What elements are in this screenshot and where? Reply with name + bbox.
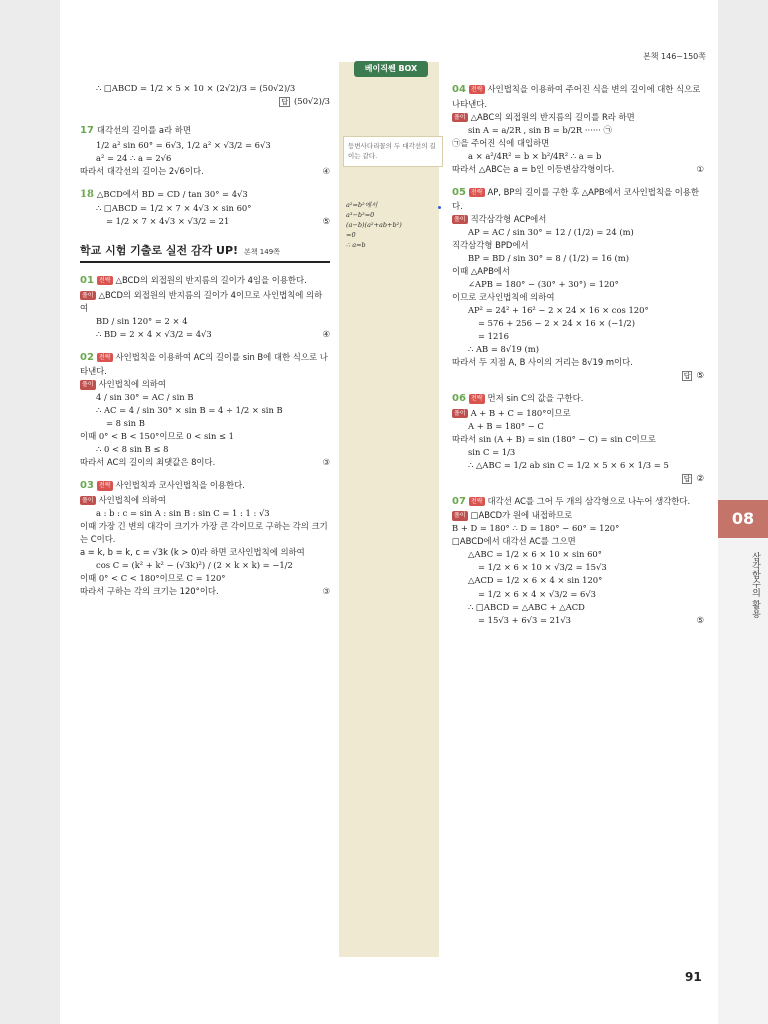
solution-line bbox=[452, 509, 704, 522]
strategy-chip: 전략 bbox=[98, 277, 111, 285]
solution-line bbox=[452, 304, 704, 317]
line-text: 이므로 코사인법칙에 의하여 bbox=[452, 292, 555, 303]
line-text: ∴ AC = 4 / sin 30° × sin B = 4 ÷ 1/2 × sin B bbox=[96, 405, 283, 416]
answer-choice: ③ bbox=[322, 585, 330, 596]
problem-number: 03 bbox=[80, 480, 94, 492]
solution-line bbox=[80, 572, 330, 585]
sidebar-note: 등변사다리꼴의 두 대각선의 길이는 같다. bbox=[343, 136, 443, 167]
problem-05 bbox=[452, 185, 704, 214]
sidebar-math-line: ∴ a=b bbox=[346, 241, 366, 250]
line-text: BP = BD / sin 30° = 8 / (1/2) = 16 (m) bbox=[468, 253, 629, 264]
problem-number: 04 bbox=[452, 84, 466, 95]
solution-line bbox=[80, 152, 330, 165]
solution-line bbox=[452, 433, 704, 446]
line-text: 1/2 a² sin 60° = 6√3, 1/2 a² × √3/2 = 6√3 bbox=[96, 139, 271, 150]
answer-value: ② bbox=[696, 472, 704, 483]
line-text: □ABCD에서 대각선 AC를 그으면 bbox=[452, 536, 576, 547]
solution-line bbox=[80, 469, 330, 478]
line-text: 사인법칙을 이용하여 주어진 식을 변의 길이에 대한 식으로 나타낸다. bbox=[452, 84, 701, 109]
solution-line bbox=[80, 546, 330, 559]
solution-line bbox=[452, 535, 704, 548]
solution-line bbox=[452, 472, 704, 485]
line-text: AP² = 24² + 16² − 2 × 24 × 16 × cos 120° bbox=[468, 305, 649, 316]
solution-chip: 풀이 bbox=[82, 381, 94, 389]
solution-line bbox=[80, 202, 330, 215]
line-text: ∴ AB = 8√19 (m) bbox=[468, 344, 539, 355]
line-text: 4 / sin 30° = AC / sin B bbox=[96, 392, 194, 403]
answer-value: ⑤ bbox=[696, 370, 704, 381]
line-text: 이때 0° < B < 150°이므로 0 < sin ≤ 1 bbox=[80, 431, 235, 442]
line-text: ∴ □ABCD = 1/2 × 7 × 4√3 × sin 60° bbox=[96, 203, 252, 214]
line-text: = 1/2 × 6 × 4 × √3/2 = 6√3 bbox=[478, 588, 596, 599]
problem-17 bbox=[80, 123, 330, 139]
strategy-chip: 전략 bbox=[470, 86, 483, 93]
line-text: a = k, b = k, c = √3k (k > 0)라 하면 코사인법칙에 의하여 bbox=[80, 546, 305, 557]
line-text: 직각삼각형 BPD에서 bbox=[452, 240, 529, 251]
solution-line bbox=[80, 494, 330, 507]
left-solutions-top bbox=[80, 82, 330, 228]
solution-line bbox=[80, 289, 330, 315]
solution-line bbox=[80, 82, 330, 95]
solution-line bbox=[80, 417, 330, 430]
line-text: 따라서 AC의 길이의 최댓값은 8이다. bbox=[80, 457, 216, 468]
solution-line bbox=[452, 420, 704, 433]
line-text: = 1/2 × 7 × 4√3 × √3/2 = 21 bbox=[106, 216, 230, 227]
strategy-chip: 전략 bbox=[470, 188, 483, 196]
solution-line bbox=[452, 111, 704, 124]
solution-line bbox=[80, 585, 330, 598]
chapter-tab-number: 08 bbox=[718, 500, 768, 538]
solution-line bbox=[80, 507, 330, 520]
line-text: a² = 24 ∴ a = 2√6 bbox=[96, 152, 172, 163]
line-text: △ABC의 외접원의 반지름의 길이를 R라 하면 bbox=[470, 111, 635, 122]
answer-mark: 답 bbox=[683, 474, 691, 483]
solution-line bbox=[80, 315, 330, 328]
answer-choice: ④ bbox=[322, 165, 330, 176]
solution-line bbox=[452, 226, 704, 239]
solution-line bbox=[80, 215, 330, 228]
line-text: sin C = 1/3 bbox=[468, 446, 516, 457]
page-number: 91 bbox=[685, 970, 702, 984]
solution-line bbox=[452, 330, 704, 343]
section-heading bbox=[80, 242, 330, 263]
solution-line bbox=[452, 382, 704, 391]
solution-chip: 풀이 bbox=[454, 216, 466, 224]
left-column bbox=[80, 82, 330, 598]
right-solutions bbox=[452, 82, 704, 627]
solution-line bbox=[452, 485, 704, 494]
solution-line bbox=[80, 520, 330, 546]
solution-line bbox=[80, 443, 330, 456]
sidebar-math bbox=[346, 200, 434, 250]
line-text: △ABC = 1/2 × 6 × 10 × sin 60° bbox=[468, 549, 602, 560]
sidebar-math-line: a²=b²에서 bbox=[346, 201, 378, 209]
solution-line bbox=[452, 291, 704, 304]
answer-choice: ① bbox=[696, 163, 704, 174]
solution-line bbox=[452, 163, 704, 176]
right-column bbox=[452, 82, 704, 627]
solution-line bbox=[452, 317, 704, 330]
problem-04 bbox=[452, 82, 704, 111]
line-text: 이때 0° < C < 180°이므로 C = 120° bbox=[80, 572, 226, 583]
problem-number: 01 bbox=[80, 275, 94, 287]
line-text: A + B + C = 180°이므로 bbox=[470, 407, 571, 418]
strategy-chip: 전략 bbox=[470, 497, 483, 505]
line-text: 사인법칙에 의하여 bbox=[98, 494, 166, 505]
solution-line bbox=[452, 213, 704, 226]
solution-line bbox=[452, 265, 704, 278]
solution-line bbox=[80, 178, 330, 187]
line-text: BD / sin 120° = 2 × 4 bbox=[96, 315, 188, 326]
problem-02 bbox=[80, 350, 330, 379]
answer-value: (50√2)/3 bbox=[293, 96, 330, 107]
line-text: △BCD의 외접원의 반지름의 길이가 4이므로 사인법칙에 의하여 bbox=[80, 289, 323, 313]
line-text: 직각삼각형 ACP에서 bbox=[470, 214, 547, 225]
line-text: ㉠을 주어진 식에 대입하면 bbox=[452, 137, 550, 148]
solution-line bbox=[80, 108, 330, 123]
solution-line bbox=[452, 239, 704, 252]
solution-line bbox=[452, 459, 704, 472]
solution-line bbox=[80, 341, 330, 350]
chapter-tab-label: 삼각함수의 활용 bbox=[750, 552, 760, 618]
solution-line bbox=[452, 252, 704, 265]
line-text: 따라서 대각선의 길이는 2√6이다. bbox=[80, 165, 204, 176]
solution-line bbox=[452, 278, 704, 291]
line-text: A + B = 180° − C bbox=[468, 420, 544, 431]
line-text: 먼저 sin C의 값을 구한다. bbox=[487, 393, 584, 404]
solution-line bbox=[452, 407, 704, 420]
section-ref: 본책 149쪽 bbox=[244, 248, 280, 257]
line-text: = 576 + 256 − 2 × 24 × 16 × (−1/2) bbox=[478, 318, 636, 329]
line-text: a : b : c = sin A : sin B : sin C = 1 : 1 : √3 bbox=[96, 507, 270, 518]
solution-chip: 풀이 bbox=[454, 409, 466, 417]
problem-number: 06 bbox=[452, 393, 466, 405]
sidebar-column bbox=[339, 62, 439, 957]
line-text: △BCD의 외접원의 반지름의 길이가 4임을 이용한다. bbox=[115, 275, 307, 286]
line-text: 대각선의 길이를 a라 하면 bbox=[96, 125, 191, 136]
solution-line bbox=[452, 522, 704, 535]
solution-line bbox=[452, 561, 704, 574]
solution-line bbox=[452, 588, 704, 601]
solution-line bbox=[452, 574, 704, 587]
line-text: ∴ △ABC = 1/2 ab sin C = 1/2 × 5 × 6 × 1/3 = 5 bbox=[468, 459, 669, 470]
answer-choice: ⑤ bbox=[696, 614, 704, 625]
sidebar-math-line: =0 bbox=[346, 231, 356, 240]
line-text: 사인법칙과 코사인법칙을 이용한다. bbox=[115, 480, 245, 491]
sidebar-math-line: a³−b³=0 bbox=[346, 211, 375, 220]
basic-box-badge: 베이직쎈 BOX bbox=[354, 61, 428, 77]
solution-line bbox=[452, 356, 704, 369]
solution-line bbox=[80, 404, 330, 417]
line-text: ∴ BD = 2 × 4 × √3/2 = 4√3 bbox=[96, 328, 212, 339]
line-text: 따라서 구하는 각의 크기는 120°이다. bbox=[80, 585, 219, 596]
problem-06 bbox=[452, 391, 704, 407]
sidebar-math-line: (a−b)(a²+ab+b²) bbox=[346, 221, 402, 230]
line-text: a × a²/4R² = b × b²/4R² ∴ a = b bbox=[468, 150, 602, 161]
problem-number: 18 bbox=[80, 188, 94, 200]
line-text: 사인법칙에 의하여 bbox=[98, 379, 166, 390]
page-reference: 본책 146~150쪽 bbox=[643, 52, 706, 61]
line-text: 이때 △APB에서 bbox=[452, 266, 510, 277]
line-text: = 1216 bbox=[478, 331, 509, 342]
line-text: 따라서 sin (A + B) = sin (180° − C) = sin C이므로 bbox=[452, 433, 656, 444]
left-solutions-bottom bbox=[80, 273, 330, 598]
line-text: ∠APB = 180° − (30° + 30°) = 120° bbox=[468, 279, 619, 290]
problem-number: 17 bbox=[80, 125, 94, 137]
solution-line bbox=[80, 430, 330, 443]
solution-chip: 풀이 bbox=[82, 496, 94, 504]
problem-07 bbox=[452, 494, 704, 510]
line-text: sin A = a/2R , sin B = b/2R ······ ㉠ bbox=[468, 124, 612, 135]
line-text: 이때 가장 긴 변의 대각이 크기가 가장 큰 각이므로 구하는 각의 크기는 C이다. bbox=[80, 520, 328, 544]
line-text: ∴ □ABCD = △ABC + △ACD bbox=[468, 601, 585, 612]
solution-chip: 풀이 bbox=[454, 113, 466, 121]
strategy-chip: 전략 bbox=[98, 353, 111, 361]
solution-line bbox=[80, 378, 330, 391]
answer-mark: 답 bbox=[281, 98, 288, 107]
answer-choice: ③ bbox=[322, 457, 330, 468]
solution-line bbox=[452, 176, 704, 185]
strategy-chip: 전략 bbox=[470, 395, 483, 403]
line-text: ∴ 0 < 8 sin B ≤ 8 bbox=[96, 444, 169, 455]
problem-number: 02 bbox=[80, 351, 94, 363]
solution-line bbox=[452, 150, 704, 163]
solution-line bbox=[452, 124, 704, 137]
answer-choice: ④ bbox=[322, 328, 330, 339]
line-text: ∴ □ABCD = 1/2 × 5 × 10 × (2√2)/3 = (50√2)/3 bbox=[96, 83, 296, 93]
problem-18 bbox=[80, 187, 330, 203]
solution-line bbox=[452, 614, 704, 627]
line-text: △BCD에서 BD = CD / tan 30° = 4√3 bbox=[96, 188, 248, 199]
problem-number: 05 bbox=[452, 186, 466, 198]
line-text: 사인법칙을 이용하여 AC의 길이를 sin B에 대한 식으로 나타낸다. bbox=[80, 351, 328, 377]
line-text: = 8 sin B bbox=[106, 418, 145, 429]
answer-mark: 답 bbox=[683, 372, 691, 381]
problem-01 bbox=[80, 273, 330, 289]
solution-chip: 풀이 bbox=[454, 512, 466, 520]
solution-line bbox=[80, 391, 330, 404]
solution-line bbox=[452, 137, 704, 150]
solution-line bbox=[452, 446, 704, 459]
line-text: AP, BP의 길이를 구한 후 △APB에서 코사인법칙을 이용한다. bbox=[452, 186, 699, 212]
pen-mark-dot bbox=[438, 206, 441, 209]
problem-number: 07 bbox=[452, 495, 466, 507]
strategy-chip: 전략 bbox=[98, 482, 111, 490]
line-text: 대각선 AC를 그어 두 개의 삼각형으로 나누어 생각한다. bbox=[487, 495, 691, 506]
line-text: = 1/2 × 6 × 10 × √3/2 = 15√3 bbox=[478, 562, 607, 573]
solution-line bbox=[452, 343, 704, 356]
line-text: cos C = (k² + k² − (√3k)²) / (2 × k × k) = −1/2 bbox=[96, 559, 293, 570]
solution-line bbox=[452, 548, 704, 561]
section-title: 학교 시험 기출로 실전 감각 UP! bbox=[80, 244, 239, 258]
answer-choice: ⑤ bbox=[322, 216, 330, 227]
solution-line bbox=[452, 601, 704, 614]
solution-line bbox=[80, 95, 330, 108]
line-text: 따라서 두 지점 A, B 사이의 거리는 8√19 m이다. bbox=[452, 357, 633, 368]
solution-line bbox=[452, 369, 704, 382]
line-text: = 15√3 + 6√3 = 21√3 bbox=[478, 614, 572, 625]
solution-line bbox=[80, 328, 330, 341]
line-text: △ACD = 1/2 × 6 × 4 × sin 120° bbox=[468, 575, 603, 586]
solution-line bbox=[80, 139, 330, 152]
solution-line bbox=[80, 456, 330, 469]
problem-03 bbox=[80, 478, 330, 494]
line-text: □ABCD가 원에 내접하므로 bbox=[470, 510, 573, 521]
line-text: B + D = 180° ∴ D = 180° − 60° = 120° bbox=[452, 523, 620, 534]
solution-chip: 풀이 bbox=[82, 291, 94, 299]
solution-line bbox=[80, 165, 330, 178]
line-text: AP = AC / sin 30° = 12 / (1/2) = 24 (m) bbox=[468, 227, 634, 238]
line-text: 따라서 △ABC는 a = b인 이등변삼각형이다. bbox=[452, 163, 615, 174]
solution-line bbox=[80, 559, 330, 572]
